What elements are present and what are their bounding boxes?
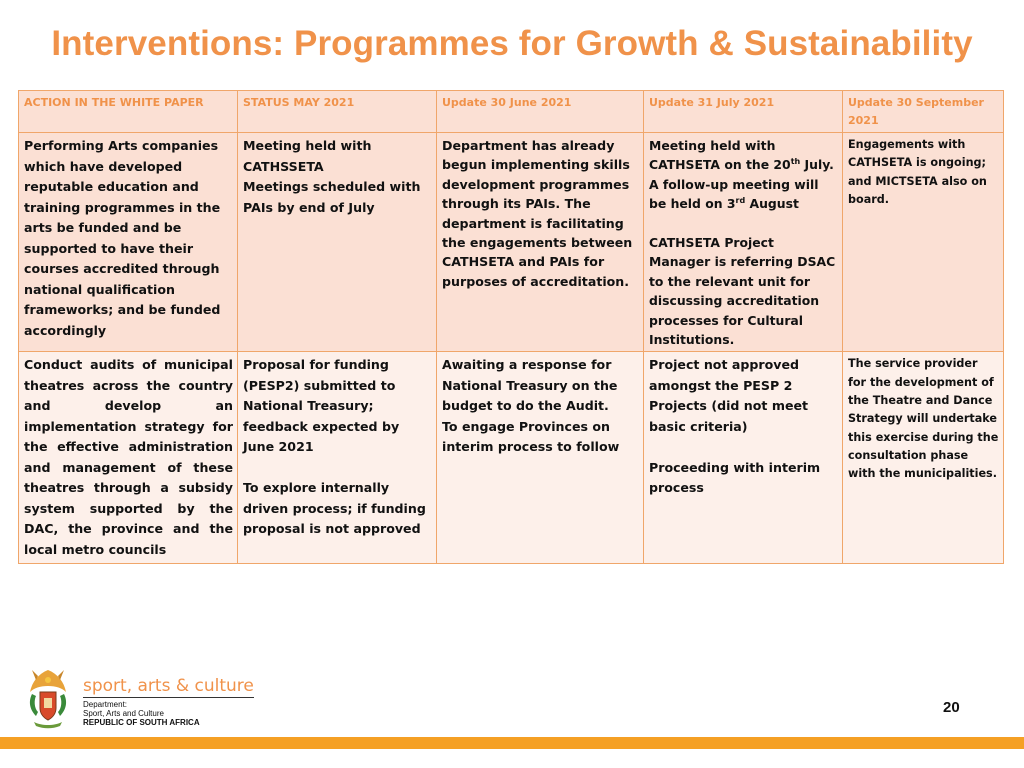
cell-text-part: Meeting held with CATHSETA on the 20	[649, 138, 791, 173]
table-header-row	[19, 91, 1004, 133]
table-cell	[238, 352, 437, 564]
department-line: Department:	[83, 700, 128, 709]
table-cell	[843, 133, 1004, 352]
superscript: th	[790, 157, 801, 167]
table-row	[19, 133, 1004, 352]
bottom-accent-bar	[0, 737, 1024, 749]
slide-title: Interventions: Programmes for Growth & Sustainability	[51, 24, 973, 63]
cell-text-part: August CATHSETA Project Manager is referring DSAC to the relevant unit for discussing accreditation processes for Cultural Institutions.	[649, 196, 836, 348]
cell-text-part: July. A follow-up meeting will be held on 3	[649, 157, 834, 212]
department-line: REPUBLIC OF SOUTH AFRICA	[83, 718, 200, 727]
table-cell	[437, 352, 644, 564]
table-cell	[843, 352, 1004, 564]
bottom-margin	[0, 749, 1024, 768]
cell-text: Performing Arts companies which have developed reputable education and training programmes in the arts be funded and be supported to have their courses accredited through national qualification frameworks; and be funded accordingly	[24, 138, 221, 338]
column-header: Update 30 June 2021	[437, 91, 644, 133]
brand-name: sport, arts & culture	[83, 676, 254, 696]
cell-text: The service provider for the development of the Theatre and Dance Strategy will undertake this exercise during the consultation phase with the municipalities.	[848, 357, 999, 481]
column-header: ACTION IN THE WHITE PAPER	[19, 91, 238, 133]
column-header: Update 31 July 2021	[644, 91, 843, 133]
cell-text: Project not approved amongst the PESP 2 Projects (did not meet basic criteria) Proceeding with interim process	[649, 357, 821, 496]
cell-text: Conduct audits of municipal theatres across the country and develop an implementation strategy for the effective administration and management of these theatres through a subsidy system supported by the DAC, the province and the local metro councils	[24, 357, 233, 557]
superscript: rd	[735, 196, 746, 206]
coat-of-arms-logo	[24, 666, 72, 735]
cell-text: Proposal for funding (PESP2) submitted to National Treasury; feedback expected by June 2021 To explore internally driven process; if funding proposal is not approved	[243, 357, 426, 537]
cell-text: Meeting held with CATHSSETA Meetings scheduled with PAIs by end of July	[243, 138, 421, 215]
department-text	[83, 700, 200, 727]
page-number: 20	[943, 699, 960, 716]
table-cell	[644, 352, 843, 564]
cell-text: Department has already begun implementing skills development programmes through its PAIs. The department is facilitating the engagements between CATHSETA and PAIs for purposes of accreditation.	[442, 138, 633, 289]
cell-text: Awaiting a response for National Treasury on the budget to do the Audit. To engage Provinces on interim process to follow	[442, 357, 620, 455]
table-cell	[644, 133, 843, 352]
column-header: STATUS MAY 2021	[238, 91, 437, 133]
cell-text	[649, 136, 838, 349]
table-cell	[19, 352, 238, 564]
department-line: Sport, Arts and Culture	[83, 709, 164, 718]
table-row	[19, 352, 1004, 564]
table-cell	[437, 133, 644, 352]
interventions-table	[18, 90, 1004, 564]
cell-text: Engagements with CATHSETA is ongoing; and MICTSETA also on board.	[848, 138, 987, 206]
table-cell	[238, 133, 437, 352]
table-cell	[19, 133, 238, 352]
column-header: Update 30 September 2021	[843, 91, 1004, 133]
